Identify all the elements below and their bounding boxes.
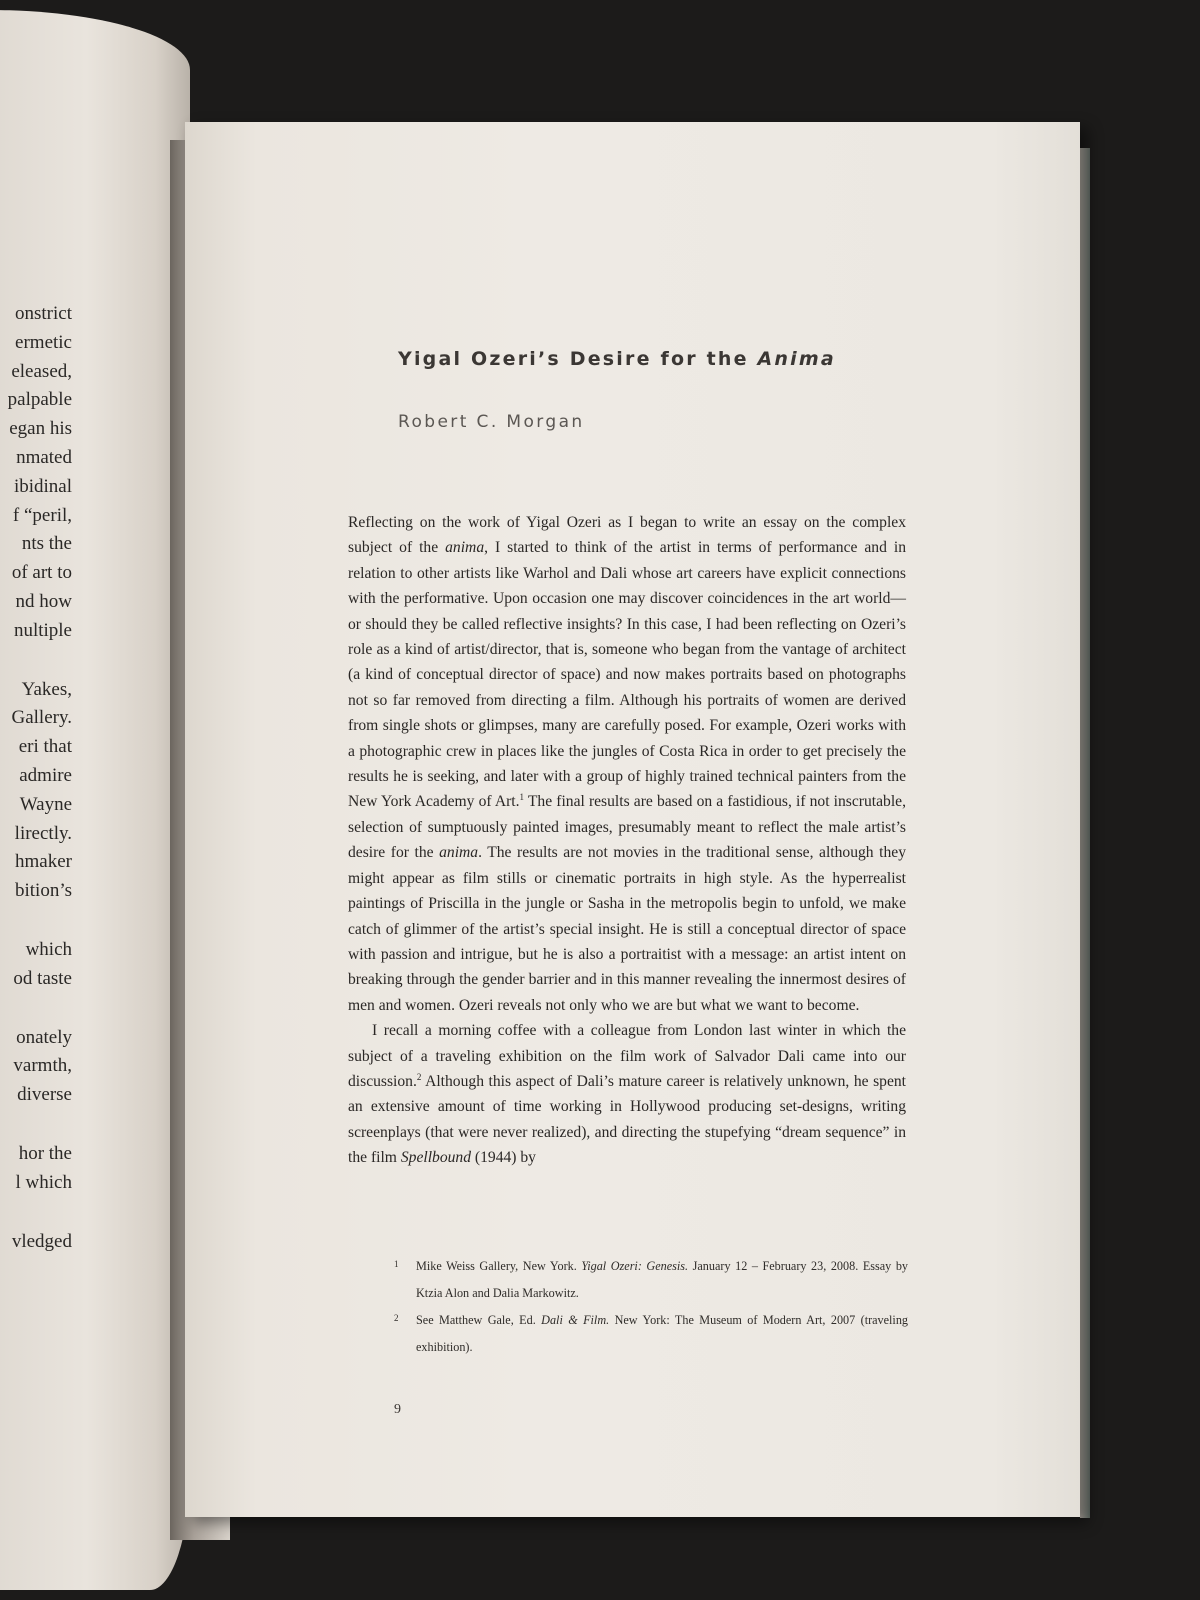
left-page-line: f “peril, <box>12 504 72 526</box>
title-text: Yigal Ozeri’s Desire for the <box>398 348 749 370</box>
left-page-line: l which <box>15 1171 72 1193</box>
left-page-line: nultiple <box>13 619 72 641</box>
text-run: (1944) by <box>471 1149 536 1167</box>
left-page-line: onstrict <box>15 303 72 324</box>
footnote-number: 1 <box>394 1259 399 1269</box>
left-page-line: od taste <box>13 967 72 989</box>
text-run: Reflecting on the work of Yigal Ozeri as I began to write an essay on the complex subject of the <box>348 514 906 557</box>
left-page-line: onately <box>16 1026 72 1048</box>
article-body <box>348 510 906 1171</box>
text-run: New York: The Museum of Modern Art, 2007 (traveling exhibition). <box>416 1313 909 1354</box>
footnote-number: 2 <box>394 1313 399 1323</box>
text-run: The final results are based on a fastidious, if not inscrutable, selection of sumptuously painted images, presumably meant to reflect the male artist’s desire for the <box>348 793 906 862</box>
left-page-line: eri that <box>18 736 72 758</box>
article-author: Robert C. Morgan <box>398 412 585 432</box>
footnote-2 <box>392 1307 908 1361</box>
text-run: , I started to think of the artist in terms of performance and in relation to other artists like Warhol and Dali whose art careers have explicit connections with the performative. Upon occasion one may discover coincidences in the art world—or should they be called reflective insights? In this case, I had been reflecting on Ozeri’s role as a kind of artist/director, that is, someone who began from the vantage of architect (a kind of conceptual director of space) and now makes portraits based on photographs not so far removed from directing a film. Although his portraits of women are derived from single shots or glimpses, many are carefully posed. For example, Ozeri works with a photographic crew in places like the jungles of Costa Rica in order to get precisely the results he is seeking, and later with a group of highly trained technical painters from the New York Academy of Art. <box>348 539 906 811</box>
left-page-line: vledged <box>11 1230 72 1252</box>
film-title: Spellbound <box>400 1149 472 1167</box>
text-run: See Matthew Gale, Ed. <box>416 1313 542 1327</box>
left-page-line: palpable <box>7 389 72 411</box>
left-page-line: nts the <box>21 533 72 555</box>
left-page-text <box>0 300 72 1256</box>
left-page-line: which <box>25 938 72 960</box>
left-page-line: Yakes, <box>21 678 72 700</box>
left-page-line: Gallery. <box>11 707 72 729</box>
title-italic-word: Anima <box>757 348 836 370</box>
text-run: Although this aspect of Dali’s mature career is relatively unknown, he spent an extensive amount of time working in Hollywood producing set-designs, writing screenplays (that were never realized), and directing the stupefying “dream sequence” in the film <box>348 1072 906 1167</box>
left-page-line: Wayne <box>19 793 72 815</box>
italic-word: anima <box>445 539 485 557</box>
left-page-line: bition’s <box>14 880 72 902</box>
paragraph-1 <box>348 510 906 1018</box>
left-page-line: varmth, <box>13 1055 72 1077</box>
footnote-1 <box>392 1253 908 1307</box>
left-page-line: ermetic <box>15 331 72 353</box>
left-page-line: nd how <box>15 590 72 612</box>
paragraph-gap <box>0 906 72 936</box>
paragraph-gap <box>0 1110 72 1140</box>
text-run: January 12 – February 23, 2008. Essay by Ktzia Alon and Dalia Markowitz. <box>416 1259 909 1300</box>
left-page-line: lirectly. <box>14 822 72 844</box>
text-run: . The results are not movies in the traditional sense, although they might appear as film stills or cinematic portraits in high style. As the hyperrealist paintings of Priscilla in the jungle or Sasha in the metropolis begin to unfold, we make catch of glimmer of the artist’s special insight. He is still a conceptual director of space with passion and intrigue, but he is also a portraitist with a message: an artist intent on breaking through the gender barrier and in this manner revealing the innermost desires of men and women. Ozeri reveals not only who we are but what we want to become. <box>348 844 906 1014</box>
page-number: 9 <box>394 1402 401 1417</box>
left-page-line: of art to <box>11 562 72 584</box>
text-run: Mike Weiss Gallery, New York. <box>416 1259 582 1273</box>
left-page-line: nmated <box>16 446 72 468</box>
paragraph-2 <box>348 1018 906 1170</box>
left-page-line: hmaker <box>15 851 72 873</box>
italic-title: Yigal Ozeri: Genesis. <box>581 1259 689 1273</box>
text-run: I recall a morning coffee with a colleague from London last winter in which the subject of a traveling exhibition on the film work of Salvador Dali came into our discussion. <box>348 1022 906 1090</box>
footnote-marker: 1 <box>519 792 525 803</box>
left-page-line: ibidinal <box>13 475 72 497</box>
left-page-line: hor the <box>18 1142 72 1164</box>
left-page-line: admire <box>19 764 72 786</box>
paragraph-gap <box>0 1198 72 1228</box>
left-page-line: diverse <box>17 1084 72 1106</box>
italic-title: Dali & Film. <box>541 1313 610 1327</box>
left-page-line: eleased, <box>11 360 72 382</box>
left-page-line: egan his <box>9 418 72 440</box>
article-title <box>398 348 998 370</box>
page-edge <box>1080 148 1090 1518</box>
paragraph-gap <box>0 994 72 1024</box>
footnote-marker: 2 <box>416 1071 422 1082</box>
footnotes <box>392 1253 908 1361</box>
left-page <box>0 10 190 1590</box>
paragraph-gap <box>0 646 72 676</box>
italic-word: anima <box>439 844 479 862</box>
